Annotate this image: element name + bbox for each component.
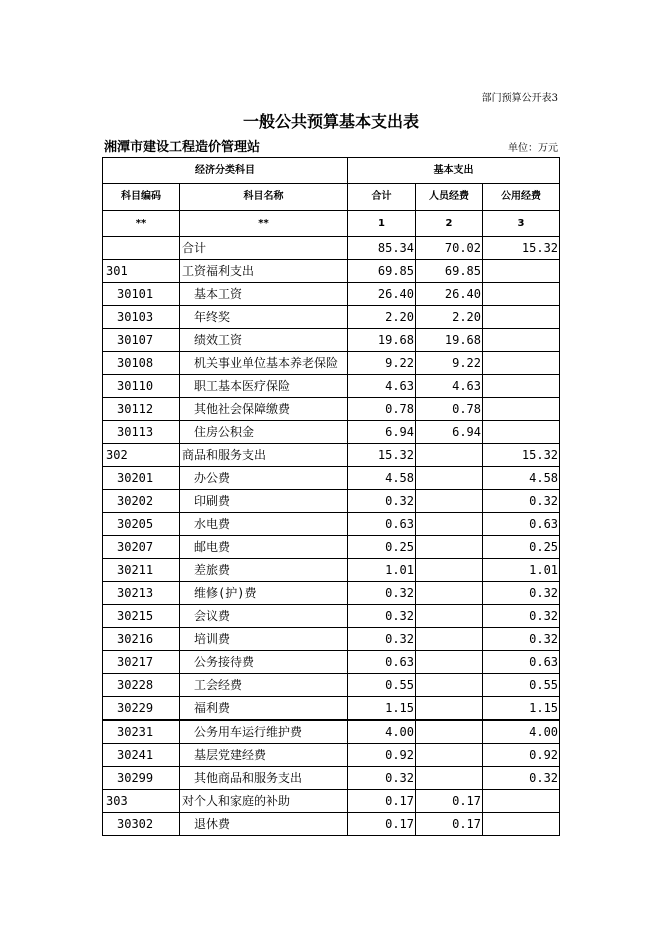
header-public: 公用经费 bbox=[483, 184, 560, 211]
cell-public: 15.32 bbox=[483, 444, 560, 467]
table-row bbox=[103, 329, 560, 352]
cell-personnel bbox=[416, 767, 483, 790]
cell-public bbox=[483, 283, 560, 306]
table-row bbox=[103, 421, 560, 444]
cell-code bbox=[103, 237, 180, 260]
cell-name: 住房公积金 bbox=[180, 421, 348, 444]
cell-total: 0.32 bbox=[348, 605, 416, 628]
table-row bbox=[103, 283, 560, 306]
cell-code: 30110 bbox=[103, 375, 180, 398]
cell-public: 0.32 bbox=[483, 767, 560, 790]
table-row bbox=[103, 352, 560, 375]
cell-code: 30113 bbox=[103, 421, 180, 444]
cell-name: 绩效工资 bbox=[180, 329, 348, 352]
header-total: 合计 bbox=[348, 184, 416, 211]
cell-public bbox=[483, 790, 560, 813]
cell-personnel bbox=[416, 651, 483, 674]
cell-public: 15.32 bbox=[483, 237, 560, 260]
cell-total: 0.92 bbox=[348, 744, 416, 767]
header-econ-class: 经济分类科目 bbox=[103, 158, 348, 184]
table-row bbox=[103, 559, 560, 582]
table-row bbox=[103, 813, 560, 836]
cell-public: 0.32 bbox=[483, 628, 560, 651]
cell-personnel bbox=[416, 582, 483, 605]
table-row bbox=[103, 605, 560, 628]
cell-name: 培训费 bbox=[180, 628, 348, 651]
cell-code: 30213 bbox=[103, 582, 180, 605]
cell-code: 303 bbox=[103, 790, 180, 813]
cell-public: 0.32 bbox=[483, 605, 560, 628]
cell-personnel bbox=[416, 513, 483, 536]
cell-public: 0.32 bbox=[483, 490, 560, 513]
cell-total: 6.94 bbox=[348, 421, 416, 444]
cell-personnel bbox=[416, 744, 483, 767]
cell-public: 0.63 bbox=[483, 651, 560, 674]
page-title: 一般公共预算基本支出表 bbox=[242, 112, 419, 131]
cell-code: 30207 bbox=[103, 536, 180, 559]
cell-code: 30215 bbox=[103, 605, 180, 628]
form-number: 部门预算公开表3 bbox=[481, 93, 558, 104]
cell-name: 商品和服务支出 bbox=[180, 444, 348, 467]
cell-personnel: 9.22 bbox=[416, 352, 483, 375]
table-row bbox=[103, 237, 560, 260]
table-row bbox=[103, 306, 560, 329]
cell-total: 0.32 bbox=[348, 490, 416, 513]
cell-total: 69.85 bbox=[348, 260, 416, 283]
cell-public: 0.92 bbox=[483, 744, 560, 767]
cell-total: 0.32 bbox=[348, 628, 416, 651]
index-public: 3 bbox=[483, 211, 560, 237]
cell-public: 4.58 bbox=[483, 467, 560, 490]
cell-name: 水电费 bbox=[180, 513, 348, 536]
cell-personnel: 0.17 bbox=[416, 790, 483, 813]
cell-personnel bbox=[416, 444, 483, 467]
cell-personnel: 70.02 bbox=[416, 237, 483, 260]
cell-total: 0.78 bbox=[348, 398, 416, 421]
cell-personnel: 6.94 bbox=[416, 421, 483, 444]
cell-public bbox=[483, 352, 560, 375]
table-row bbox=[103, 790, 560, 813]
table-row bbox=[103, 697, 560, 721]
cell-total: 0.63 bbox=[348, 513, 416, 536]
cell-public bbox=[483, 260, 560, 283]
table-row bbox=[103, 767, 560, 790]
cell-total: 0.55 bbox=[348, 674, 416, 697]
cell-personnel bbox=[416, 674, 483, 697]
cell-personnel: 4.63 bbox=[416, 375, 483, 398]
cell-public bbox=[483, 329, 560, 352]
index-total: 1 bbox=[348, 211, 416, 237]
table-row bbox=[103, 651, 560, 674]
table-row bbox=[103, 720, 560, 744]
cell-code: 30231 bbox=[103, 720, 180, 744]
cell-total: 0.17 bbox=[348, 813, 416, 836]
cell-public bbox=[483, 306, 560, 329]
cell-personnel: 0.17 bbox=[416, 813, 483, 836]
cell-public: 0.32 bbox=[483, 582, 560, 605]
cell-code: 30107 bbox=[103, 329, 180, 352]
cell-total: 26.40 bbox=[348, 283, 416, 306]
cell-public bbox=[483, 375, 560, 398]
cell-personnel bbox=[416, 559, 483, 582]
cell-name: 基本工资 bbox=[180, 283, 348, 306]
cell-public bbox=[483, 398, 560, 421]
table-row bbox=[103, 260, 560, 283]
cell-public bbox=[483, 813, 560, 836]
cell-name: 职工基本医疗保险 bbox=[180, 375, 348, 398]
header-personnel: 人员经费 bbox=[416, 184, 483, 211]
index-code: ** bbox=[103, 211, 180, 237]
cell-name: 基层党建经费 bbox=[180, 744, 348, 767]
cell-personnel: 19.68 bbox=[416, 329, 483, 352]
cell-personnel bbox=[416, 536, 483, 559]
header-name: 科目名称 bbox=[180, 184, 348, 211]
table-row bbox=[103, 398, 560, 421]
cell-total: 0.63 bbox=[348, 651, 416, 674]
cell-total: 15.32 bbox=[348, 444, 416, 467]
header-group-row bbox=[103, 158, 560, 184]
cell-public: 0.25 bbox=[483, 536, 560, 559]
cell-public: 1.01 bbox=[483, 559, 560, 582]
cell-name: 公务用车运行维护费 bbox=[180, 720, 348, 744]
cell-name: 印刷费 bbox=[180, 490, 348, 513]
cell-name: 公务接待费 bbox=[180, 651, 348, 674]
cell-personnel: 26.40 bbox=[416, 283, 483, 306]
cell-public: 0.55 bbox=[483, 674, 560, 697]
cell-code: 30101 bbox=[103, 283, 180, 306]
cell-name: 合计 bbox=[180, 237, 348, 260]
cell-code: 30201 bbox=[103, 467, 180, 490]
cell-code: 30202 bbox=[103, 490, 180, 513]
index-name: ** bbox=[180, 211, 348, 237]
cell-total: 1.01 bbox=[348, 559, 416, 582]
cell-personnel bbox=[416, 467, 483, 490]
header-code: 科目编码 bbox=[103, 184, 180, 211]
cell-code: 30299 bbox=[103, 767, 180, 790]
cell-code: 30112 bbox=[103, 398, 180, 421]
cell-personnel: 2.20 bbox=[416, 306, 483, 329]
cell-code: 30205 bbox=[103, 513, 180, 536]
cell-code: 30108 bbox=[103, 352, 180, 375]
cell-total: 1.15 bbox=[348, 697, 416, 721]
cell-name: 工资福利支出 bbox=[180, 260, 348, 283]
cell-name: 其他社会保障缴费 bbox=[180, 398, 348, 421]
cell-public bbox=[483, 421, 560, 444]
cell-code: 30228 bbox=[103, 674, 180, 697]
cell-name: 邮电费 bbox=[180, 536, 348, 559]
table-row bbox=[103, 375, 560, 398]
cell-public: 4.00 bbox=[483, 720, 560, 744]
cell-total: 2.20 bbox=[348, 306, 416, 329]
cell-code: 30103 bbox=[103, 306, 180, 329]
unit-name: 湘潭市建设工程造价管理站 bbox=[104, 140, 261, 155]
cell-code: 30216 bbox=[103, 628, 180, 651]
index-personnel: 2 bbox=[416, 211, 483, 237]
cell-personnel bbox=[416, 720, 483, 744]
header-column-row bbox=[103, 184, 560, 211]
table-row bbox=[103, 490, 560, 513]
cell-name: 年终奖 bbox=[180, 306, 348, 329]
cell-total: 19.68 bbox=[348, 329, 416, 352]
cell-name: 其他商品和服务支出 bbox=[180, 767, 348, 790]
cell-personnel bbox=[416, 697, 483, 721]
cell-code: 30302 bbox=[103, 813, 180, 836]
table-row bbox=[103, 582, 560, 605]
cell-personnel: 0.78 bbox=[416, 398, 483, 421]
table-row bbox=[103, 513, 560, 536]
cell-total: 0.25 bbox=[348, 536, 416, 559]
cell-name: 机关事业单位基本养老保险 bbox=[180, 352, 348, 375]
cell-code: 30229 bbox=[103, 697, 180, 721]
cell-total: 85.34 bbox=[348, 237, 416, 260]
table-row bbox=[103, 467, 560, 490]
cell-total: 9.22 bbox=[348, 352, 416, 375]
cell-code: 301 bbox=[103, 260, 180, 283]
table-row bbox=[103, 744, 560, 767]
unit-label: 单位：万元 bbox=[508, 143, 558, 154]
cell-public: 0.63 bbox=[483, 513, 560, 536]
cell-personnel bbox=[416, 628, 483, 651]
header-basic-expenditure: 基本支出 bbox=[348, 158, 560, 184]
cell-name: 工会经费 bbox=[180, 674, 348, 697]
budget-table bbox=[102, 157, 560, 836]
cell-personnel bbox=[416, 605, 483, 628]
cell-name: 维修(护)费 bbox=[180, 582, 348, 605]
header-index-row bbox=[103, 211, 560, 237]
cell-personnel bbox=[416, 490, 483, 513]
cell-total: 0.17 bbox=[348, 790, 416, 813]
cell-name: 对个人和家庭的补助 bbox=[180, 790, 348, 813]
cell-name: 福利费 bbox=[180, 697, 348, 721]
cell-name: 退休费 bbox=[180, 813, 348, 836]
table-row bbox=[103, 444, 560, 467]
cell-code: 30217 bbox=[103, 651, 180, 674]
cell-name: 办公费 bbox=[180, 467, 348, 490]
cell-total: 4.00 bbox=[348, 720, 416, 744]
cell-code: 30211 bbox=[103, 559, 180, 582]
cell-name: 会议费 bbox=[180, 605, 348, 628]
cell-personnel: 69.85 bbox=[416, 260, 483, 283]
table-row bbox=[103, 536, 560, 559]
cell-code: 30241 bbox=[103, 744, 180, 767]
cell-total: 4.63 bbox=[348, 375, 416, 398]
cell-code: 302 bbox=[103, 444, 180, 467]
cell-name: 差旅费 bbox=[180, 559, 348, 582]
table-row bbox=[103, 628, 560, 651]
cell-public: 1.15 bbox=[483, 697, 560, 721]
cell-total: 0.32 bbox=[348, 582, 416, 605]
table-row bbox=[103, 674, 560, 697]
cell-total: 0.32 bbox=[348, 767, 416, 790]
cell-total: 4.58 bbox=[348, 467, 416, 490]
